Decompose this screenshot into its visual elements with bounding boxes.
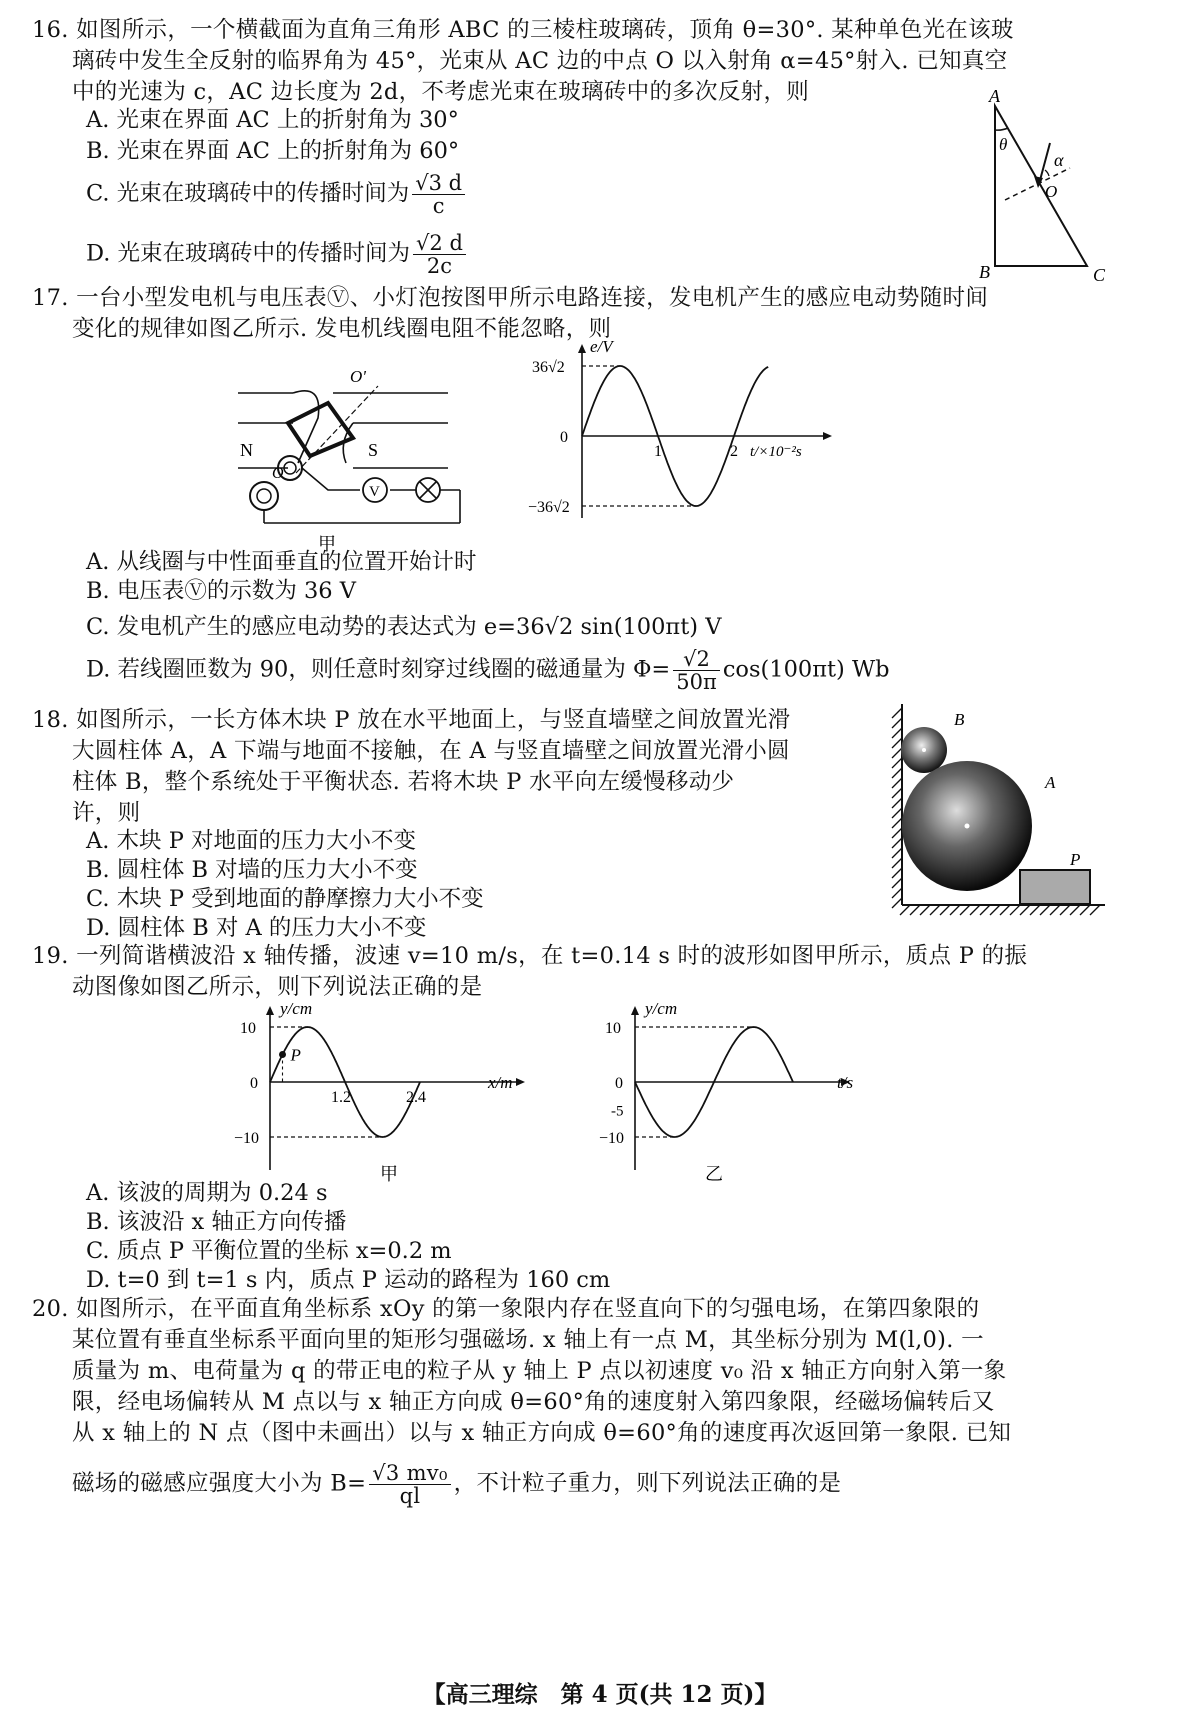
- q18-option-b: B. 圆柱体 B 对墙的压力大小不变: [86, 857, 418, 883]
- ytick-10: 10: [240, 1020, 256, 1037]
- q20-line-3: 质量为 m、电荷量为 q 的带正电的粒子从 y 轴上 P 点以初速度 v₀ 沿 x 轴正方向射入第一象: [72, 1358, 1007, 1384]
- wall-hatch: [892, 708, 902, 718]
- x-axis-label: t/×10⁻²s: [750, 444, 802, 460]
- q17-label-n: N: [240, 440, 253, 460]
- y-axis-arrow: [266, 1006, 274, 1015]
- floor-hatch: [970, 905, 980, 915]
- q19-option-a: A. 该波的周期为 0.24 s: [86, 1180, 328, 1206]
- q17-generator-figure: [228, 368, 478, 558]
- q20-line-5: 从 x 轴上的 N 点（图中未画出）以与 x 轴正方向成 θ=60°角的速度再次返回第一象限. 已知: [72, 1420, 1012, 1446]
- q16-label-c: C: [1093, 265, 1106, 285]
- floor-hatch: [980, 905, 990, 915]
- wall-hatch: [892, 898, 902, 908]
- floor-hatch: [1010, 905, 1020, 915]
- wall-hatch: [892, 868, 902, 878]
- floor-hatch: [910, 905, 920, 915]
- ytick-m10: −10: [234, 1130, 260, 1147]
- ytick-m5: -5: [611, 1103, 624, 1120]
- wall-hatch: [892, 858, 902, 868]
- q16-option-a: A. 光束在界面 AC 上的折射角为 30°: [86, 107, 459, 133]
- wall-hatch: [892, 748, 902, 758]
- y-axis-label: e/V: [590, 337, 613, 356]
- q16-label-a: A: [989, 86, 1000, 106]
- q16-label-alpha: α: [1054, 150, 1064, 170]
- q16-option-c: C. 光束在玻璃砖中的传播时间为 $\frac{√3 d}{c}$: [86, 172, 468, 217]
- wall-hatch: [892, 768, 902, 778]
- caption-jia: 甲: [380, 1164, 398, 1184]
- y-axis-label: y/cm: [280, 999, 313, 1018]
- q17-option-a: A. 从线圈与中性面垂直的位置开始计时: [86, 549, 477, 575]
- q19-line-2: 动图像如图乙所示，则下列说法正确的是: [72, 974, 483, 1000]
- q18-label-a: A: [1045, 773, 1056, 792]
- floor-hatch: [920, 905, 930, 915]
- q18-cylinders-figure: [880, 700, 1110, 920]
- caption-yi: 乙: [705, 1164, 723, 1184]
- floor-hatch: [950, 905, 960, 915]
- q18-option-c: C. 木块 P 受到地面的静摩擦力大小不变: [86, 886, 484, 912]
- q16-label-theta: θ: [999, 135, 1008, 154]
- q18-option-d: D. 圆柱体 B 对 A 的压力大小不变: [86, 915, 427, 941]
- floor-hatch: [1000, 905, 1010, 915]
- point-p: [279, 1051, 286, 1058]
- q18-option-a: A. 木块 P 对地面的压力大小不变: [86, 828, 416, 854]
- y-axis-arrow: [578, 344, 586, 353]
- floor-hatch: [940, 905, 950, 915]
- q19-vibration-chart-yi: [599, 999, 895, 1185]
- wall-hatch: [892, 838, 902, 848]
- floor-hatch: [900, 905, 910, 915]
- q17-emf-chart: [530, 338, 840, 523]
- q17-option-c: C. 发电机产生的感应电动势的表达式为 e=36√2 sin(100πt) V: [86, 614, 722, 640]
- q17-voltmeter-label: V: [369, 484, 380, 500]
- q19-option-d: D. t=0 到 t=1 s 内，质点 P 运动的路程为 160 cm: [86, 1267, 611, 1293]
- label-p: P: [290, 1045, 301, 1065]
- x-axis-label: x/m: [488, 1073, 513, 1092]
- ytick-m10: −10: [599, 1130, 625, 1147]
- floor-hatch: [1020, 905, 1030, 915]
- q17-option-b: B. 电压表Ⓥ的示数为 36 V: [86, 578, 357, 604]
- wall-hatch: [892, 878, 902, 888]
- floor-hatch: [1040, 905, 1050, 915]
- wall-hatch: [892, 738, 902, 748]
- wall-hatch: [892, 888, 902, 898]
- q18-label-p: P: [1070, 850, 1081, 869]
- q16-line-3: 中的光速为 c，AC 边长度为 2d，不考虑光束在玻璃砖中的多次反射，则: [72, 79, 810, 105]
- q16-option-b: B. 光束在界面 AC 上的折射角为 60°: [86, 138, 460, 164]
- q20-line-4: 限，经电场偏转从 M 点以与 x 轴正方向成 θ=60°角的速度射入第四象限，经磁场偏转后又: [72, 1389, 995, 1415]
- xtick-1-2: 1.2: [331, 1089, 351, 1106]
- wall-hatch: [892, 828, 902, 838]
- y-axis-label: y/cm: [645, 999, 678, 1018]
- q16-option-d: D. 光束在玻璃砖中的传播时间为 $\frac{√2 d}{2c}$: [86, 232, 469, 277]
- ytick-max: 36√2: [532, 359, 565, 376]
- q16-line-2: 璃砖中发生全反射的临界角为 45°，光束从 AC 边的中点 O 以入射角 α=45°射入. 已知真空: [72, 48, 1008, 74]
- q20-line-6: 磁场的磁感应强度大小为 B= $\frac{\text{√3 mv₀}}{ql}$ ，不计粒子重力，则下列说法正确的是: [72, 1461, 842, 1509]
- floor-hatch: [1050, 905, 1060, 915]
- q20-line-2: 某位置有垂直坐标系平面向里的矩形匀强磁场. x 轴上有一点 M，其坐标分别为 M(l,0). 一: [72, 1327, 984, 1353]
- q17-label-s: S: [368, 440, 379, 460]
- wall-hatch: [892, 818, 902, 828]
- xtick-2: 2: [730, 443, 738, 460]
- wall-hatch: [892, 728, 902, 738]
- floor-hatch: [960, 905, 970, 915]
- floor-hatch: [1070, 905, 1080, 915]
- q17-line-1: 17. 一台小型发电机与电压表Ⓥ、小灯泡按图甲所示电路连接，发电机产生的感应电动势随时间: [32, 285, 989, 311]
- wall-hatch: [892, 848, 902, 858]
- x-axis-arrow: [516, 1078, 525, 1086]
- q18-line-2: 大圆柱体 A，A 下端与地面不接触，在 A 与竖直墙壁之间放置光滑小圆: [72, 738, 790, 764]
- q18-line-1: 18. 如图所示，一长方体木块 P 放在水平地面上，与竖直墙壁之间放置光滑: [32, 707, 791, 733]
- ytick-0: 0: [250, 1075, 258, 1092]
- q19-option-b: B. 该波沿 x 轴正方向传播: [86, 1209, 347, 1235]
- floor-hatch: [990, 905, 1000, 915]
- wall-hatch: [892, 798, 902, 808]
- wall-hatch: [892, 808, 902, 818]
- page-footer: 【高三理综 第 4 页(共 12 页)】: [422, 1681, 778, 1708]
- q18-line-3: 柱体 B，整个系统处于平衡状态. 若将木块 P 水平向左缓慢移动少: [72, 769, 735, 795]
- ytick-zero: 0: [560, 429, 568, 446]
- q19-line-1: 19. 一列简谐横波沿 x 轴传播，波速 v=10 m/s，在 t=0.14 s 时的波形如图甲所示，质点 P 的振: [32, 943, 1028, 969]
- q16-prism-figure: [975, 88, 1115, 288]
- q18-label-b: B: [954, 710, 965, 729]
- ytick-min: −36√2: [528, 499, 570, 516]
- wall-hatch: [892, 758, 902, 768]
- floor-hatch: [1030, 905, 1040, 915]
- q17-label-o: O: [272, 465, 284, 482]
- q18-line-4: 许，则: [72, 800, 141, 826]
- q16-label-b: B: [979, 262, 990, 282]
- q17-caption-jia: 甲: [318, 534, 336, 554]
- xtick-2-4: 2.4: [406, 1089, 426, 1106]
- xtick-1: 1: [654, 443, 662, 460]
- x-axis-label: t/s: [837, 1073, 854, 1092]
- ytick-0: 0: [615, 1075, 623, 1092]
- ytick-10: 10: [605, 1020, 621, 1037]
- y-axis-arrow: [631, 1006, 639, 1015]
- floor-hatch: [1060, 905, 1070, 915]
- floor-hatch: [930, 905, 940, 915]
- q20-line-1: 20. 如图所示，在平面直角坐标系 xOy 的第一象限内存在竖直向下的匀强电场，在第四象限的: [32, 1296, 980, 1322]
- wall-hatch: [892, 788, 902, 798]
- q19-option-c: C. 质点 P 平衡位置的坐标 x=0.2 m: [86, 1238, 452, 1264]
- q17-line-2: 变化的规律如图乙所示. 发电机线圈电阻不能忽略，则: [72, 316, 612, 342]
- q19-wave-chart-jia: [234, 999, 540, 1185]
- floor-hatch: [1090, 905, 1100, 915]
- q16-line-1: 16. 如图所示，一个横截面为直角三角形 ABC 的三棱柱玻璃砖，顶角 θ=30°. 某种单色光在该玻: [32, 17, 1014, 43]
- wall-hatch: [892, 718, 902, 728]
- q17-label-o-prime: O': [350, 367, 366, 386]
- floor-hatch: [1080, 905, 1090, 915]
- x-axis-arrow: [823, 432, 832, 440]
- q16-label-o: O: [1045, 182, 1058, 201]
- q17-option-d: D. 若线圈匝数为 90，则任意时刻穿过线圈的磁通量为 Φ= $\frac{√2}{50\pi}$ cos(100πt) Wb: [86, 647, 890, 695]
- wall-hatch: [892, 778, 902, 788]
